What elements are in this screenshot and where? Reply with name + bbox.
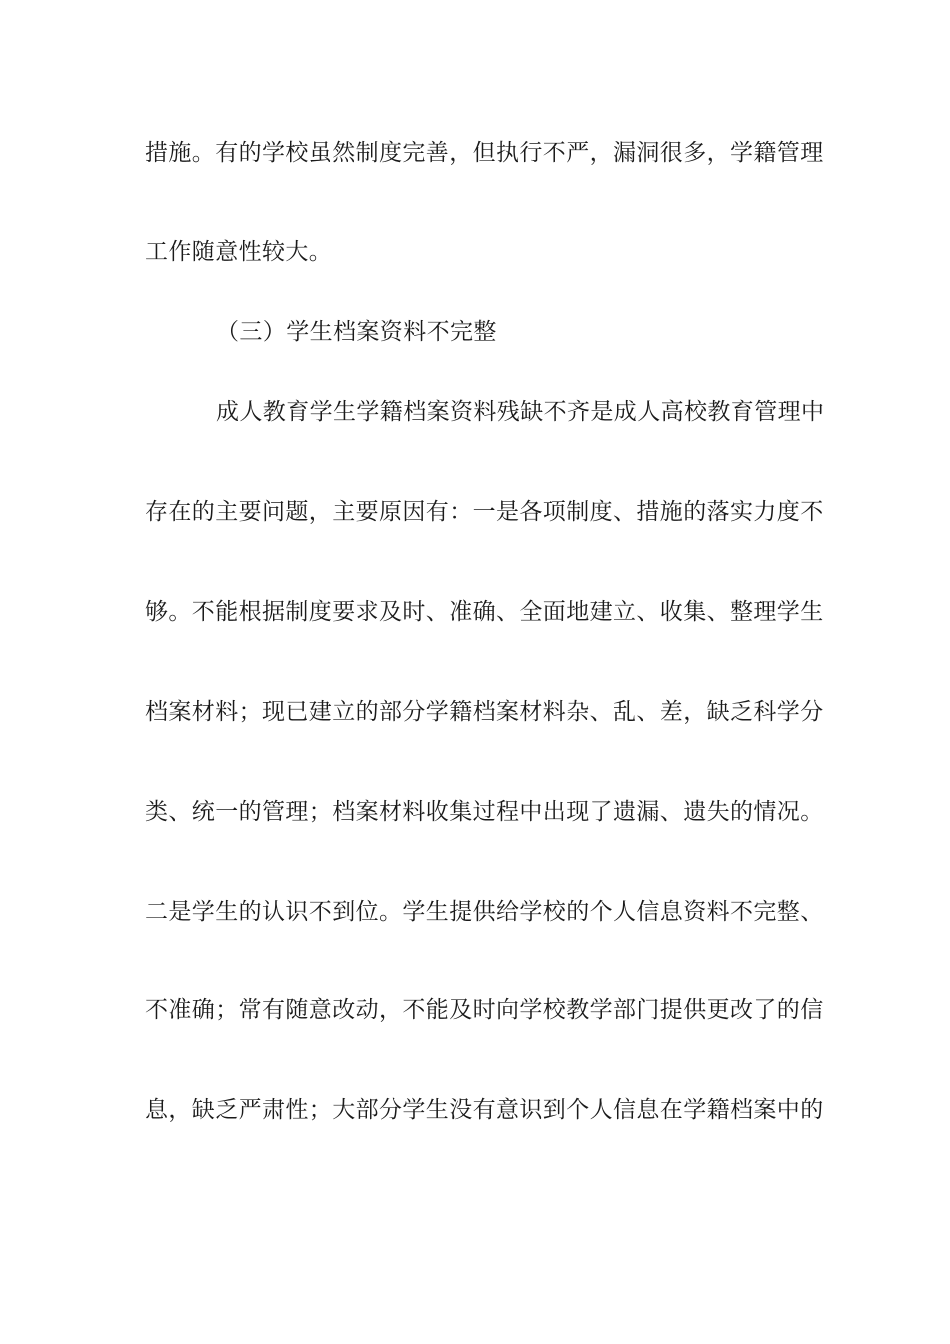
paragraph-line: 档案材料；现已建立的部分学籍档案材料杂、乱、差，缺乏科学分 [145, 699, 824, 725]
paragraph-line: 够。不能根据制度要求及时、准确、全面地建立、收集、整理学生 [145, 599, 824, 625]
paragraph-line: 存在的主要问题，主要原因有：一是各项制度、措施的落实力度不 [145, 499, 824, 525]
paragraph-line: 二是学生的认识不到位。学生提供给学校的个人信息资料不完整、 [145, 899, 824, 925]
paragraph-line: 类、统一的管理；档案材料收集过程中出现了遗漏、遗失的情况。 [145, 799, 824, 825]
section-heading: （三）学生档案资料不完整 [216, 319, 497, 345]
paragraph-line: 成人教育学生学籍档案资料残缺不齐是成人高校教育管理中 [216, 399, 825, 425]
paragraph-line: 息，缺乏严肃性；大部分学生没有意识到个人信息在学籍档案中的 [145, 1097, 824, 1123]
paragraph-line: 不准确；常有随意改动，不能及时向学校教学部门提供更改了的信 [145, 997, 824, 1023]
paragraph-line: 工作随意性较大。 [145, 239, 333, 265]
paragraph-line: 措施。有的学校虽然制度完善，但执行不严，漏洞很多，学籍管理 [145, 140, 824, 166]
